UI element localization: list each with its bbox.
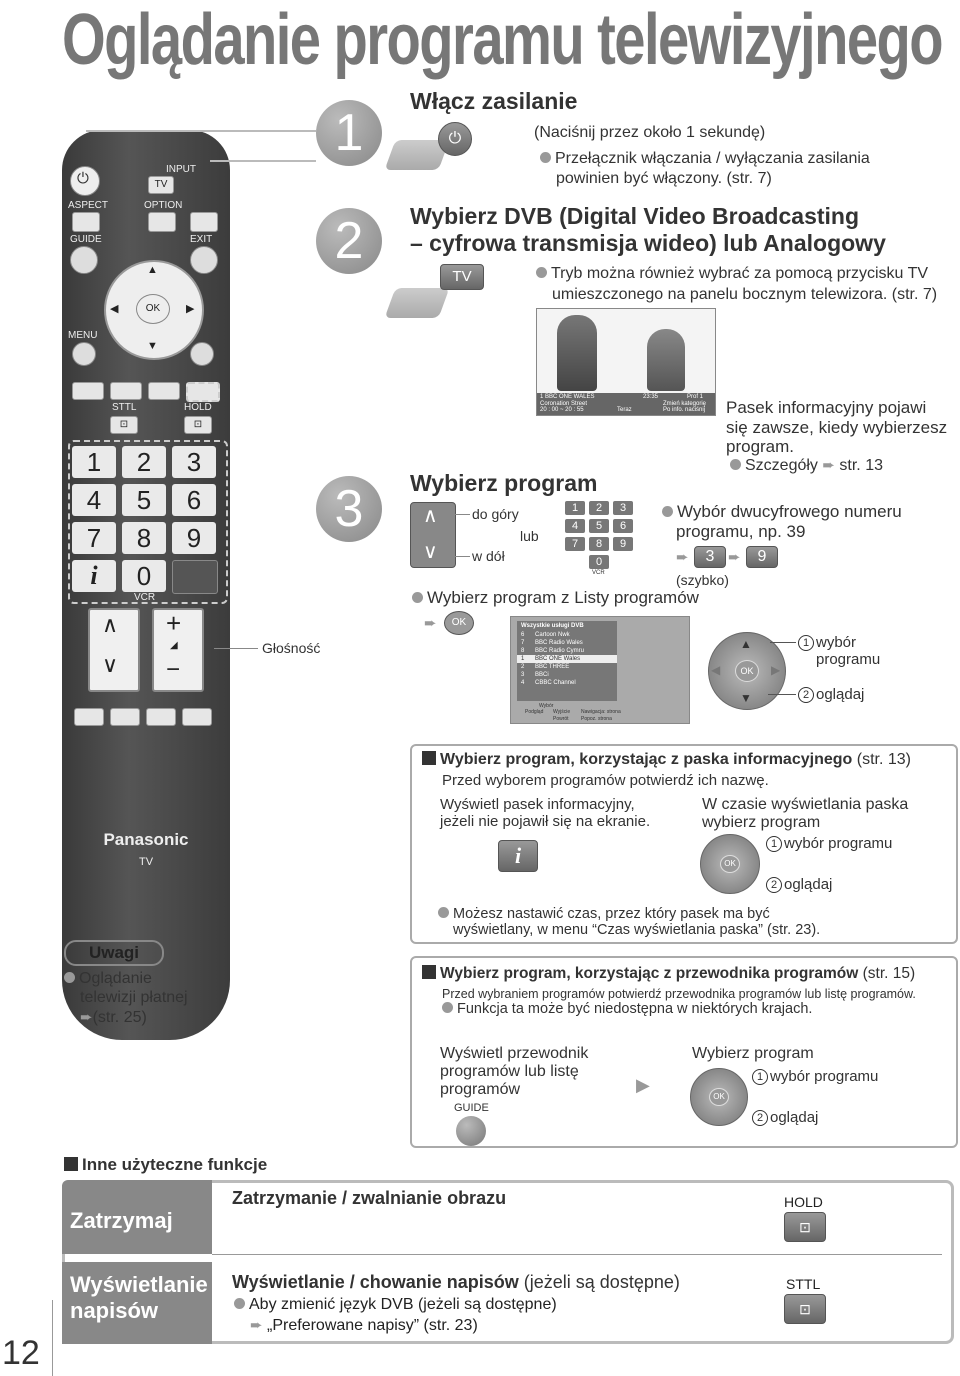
key-1: 1 (565, 501, 585, 515)
step-2-heading-1: Wybierz DVB (Digital Video Broadcasting (410, 203, 860, 229)
bullet-icon (64, 972, 75, 983)
infobar-desc-3: program. (726, 437, 795, 456)
example-key-3: 3 (694, 546, 726, 568)
av-button[interactable] (172, 560, 218, 594)
channel-name: CBBC Channel (535, 680, 576, 686)
bottom-button-1[interactable] (74, 708, 104, 726)
input-label: INPUT (166, 164, 196, 175)
ok-icon: OK (720, 855, 740, 873)
table-row[interactable] (517, 639, 617, 647)
arrow-left-icon: ◀ (711, 663, 721, 677)
key-1[interactable]: 1 (72, 446, 116, 478)
box-1-watch: 2 oglądaj (766, 876, 832, 893)
arrow-right-icon: ▶ (186, 303, 195, 315)
key-7: 7 (565, 537, 585, 551)
channel-up-icon: ∧ (102, 612, 119, 637)
channel-number: 4 (521, 680, 525, 686)
bottom-button-2[interactable] (110, 708, 140, 726)
color-button-green[interactable] (110, 382, 142, 400)
guide-label: GUIDE (454, 1102, 489, 1114)
box-2-left-3: programów (440, 1081, 521, 1098)
arrow-right-icon: ➨ (822, 457, 835, 474)
extra-button[interactable] (190, 212, 218, 232)
arrow-down-icon: ▼ (740, 691, 752, 705)
dual-digit-cont: programu, np. 39 (676, 522, 806, 541)
channel-up-icon: ∧ (423, 505, 438, 527)
callout-line (770, 642, 796, 643)
box-1-left-1: Wyświetl pasek informacyjny, (440, 796, 635, 813)
callout-line (768, 694, 796, 695)
box-2-left-1: Wyświetl przewodnik (440, 1045, 589, 1062)
power-button-illustration (438, 122, 472, 156)
bullet-icon (536, 267, 547, 278)
key-2: 2 (589, 501, 609, 515)
channel-name: BBC Radio Cymru (535, 648, 585, 654)
power-icon: ⏻ (448, 130, 462, 147)
box-1-right-2: wybierz program (702, 814, 821, 831)
volume-label: Głośność (262, 640, 321, 656)
details-link: Szczegóły ➨ str. 13 (730, 456, 883, 475)
subtitle-icon: ⊡ (799, 1301, 811, 1317)
arrow-right-icon: ▶ (636, 1075, 650, 1095)
key-9[interactable]: 9 (172, 522, 216, 554)
bottom-button-3[interactable] (146, 708, 176, 726)
channel-name: BBC ONE Wales (535, 656, 581, 662)
sttl-button[interactable]: ⊡ (110, 416, 138, 434)
navigation-pad-illustration (700, 834, 760, 894)
watch-callout: 2 oglądaj (798, 686, 864, 703)
connector-power (86, 130, 316, 132)
step-1-note: (Naciśnij przez około 1 sekundę) (534, 124, 766, 141)
example-key-9: 9 (746, 546, 778, 568)
arrow-right-icon: ➨ (676, 549, 689, 566)
menu-label: MENU (68, 330, 98, 341)
box-1-bullet-cont: wyświetlany, w menu “Czas wyświetlania paska” (str. 23). (453, 922, 821, 938)
page-number-divider (52, 1300, 53, 1376)
dual-digit-bullet: Wybór dwucyfrowego numeru (662, 502, 902, 522)
guide-button-illustration (456, 1116, 486, 1146)
arrow-right-icon: ➨ (728, 549, 741, 566)
channel-down-icon: ∨ (423, 541, 438, 563)
sttl-key-label: STTL (786, 1276, 821, 1292)
box-1-right-1: W czasie wyświetlania paska (702, 796, 909, 813)
infobar-desc-1: Pasek informacyjny pojawi (726, 398, 927, 417)
key-8: 8 (589, 537, 609, 551)
box-1-sub: Przed wyborem programów potwierdź ich nazwę. (442, 772, 769, 789)
key-2[interactable]: 2 (122, 446, 166, 478)
notes-line-1: Oglądanie (64, 970, 152, 988)
table-row[interactable] (517, 663, 617, 671)
guide-button[interactable] (70, 246, 98, 274)
square-bullet-icon (422, 965, 436, 979)
key-5[interactable]: 5 (122, 484, 166, 516)
aspect-button[interactable] (72, 212, 100, 232)
arrow-up-icon: ▲ (740, 637, 752, 651)
subtitles-row-label-1: Wyświetlanie (70, 1272, 208, 1297)
ok-arrow (424, 614, 437, 633)
key-5: 5 (589, 519, 609, 533)
channel-rocker-illustration (410, 502, 456, 568)
key-0: 0 (589, 555, 609, 569)
box-2-heading: Wybierz program, korzystając z przewodnika programów (str. 15) (422, 965, 915, 983)
info-bar-profile: Prof 1 (687, 394, 704, 400)
color-button-red[interactable] (72, 382, 104, 400)
hold-key-illustration (784, 1212, 826, 1242)
step-1-heading: Włącz zasilanie (410, 88, 578, 114)
step-1-bullet-cont: powinien być włączony. (str. 7) (556, 170, 772, 187)
key-9: 9 (613, 537, 633, 551)
aspect-label: ASPECT (68, 200, 109, 211)
notes-line-3: ➨(str. 25) (80, 1009, 147, 1026)
key-6[interactable]: 6 (172, 484, 216, 516)
square-bullet-icon (64, 1157, 78, 1171)
vcr-label: VCR (134, 592, 156, 603)
info-bar-clock: 23:35 (643, 394, 659, 400)
box-1-left-2: jeżeli nie pojawił się na ekranie. (440, 813, 651, 830)
key-3[interactable]: 3 (172, 446, 216, 478)
key-3: 3 (613, 501, 633, 515)
step-3-badge: 3 (316, 476, 382, 542)
notes-title: Uwagi (64, 940, 164, 966)
volume-down-icon: − (166, 656, 181, 683)
subtitles-row-title: Wyświetlanie / chowanie napisów (jeżeli są dostępne) (232, 1272, 680, 1292)
freeze-row-label: Zatrzymaj (70, 1208, 173, 1233)
bullet-icon (662, 506, 673, 517)
freeze-row-title: Zatrzymanie / zwalnianie obrazu (232, 1188, 507, 1208)
info-key-illustration: i (498, 840, 538, 872)
down-line (454, 556, 470, 557)
volume-icon: ◢ (170, 640, 178, 651)
table-row[interactable] (517, 671, 617, 679)
bullet-icon (234, 1298, 245, 1309)
box-2-watch: 2 oglądaj (752, 1109, 818, 1126)
arrow-left-icon: ◀ (110, 303, 119, 315)
box-2-select: 1 wybór programu (752, 1068, 878, 1085)
subtitles-row (62, 1256, 954, 1344)
arrow-up-icon: ▲ (147, 264, 158, 276)
hold-button[interactable]: ⊡ (184, 416, 212, 434)
connector-tv (210, 160, 316, 162)
channel-list-screen (510, 616, 690, 724)
table-row[interactable] (517, 655, 617, 663)
option-label: OPTION (144, 200, 183, 211)
freeze-row (62, 1180, 954, 1254)
ok-button[interactable]: OK (136, 294, 170, 324)
people-illustration (647, 329, 685, 391)
volume-rocker[interactable] (152, 608, 204, 692)
table-row[interactable] (517, 631, 617, 639)
tv-button-illustration: TV (440, 264, 484, 290)
down-label: w dół (472, 548, 505, 564)
info-bar-now: Teraz (617, 407, 632, 413)
return-button[interactable] (190, 342, 214, 366)
guide-label: GUIDE (70, 234, 102, 245)
example-arrow-1 (676, 548, 689, 567)
ok-icon: OK (709, 1088, 729, 1106)
channel-number: 3 (521, 672, 525, 678)
square-bullet-icon (422, 751, 436, 765)
volume-up-icon: + (166, 608, 182, 638)
hold-key-label: HOLD (784, 1194, 823, 1210)
subtitles-row-ref: ➨ „Preferowane napisy” (str. 23) (250, 1317, 478, 1334)
info-bar (537, 393, 715, 415)
box-2-bullet: Funkcja ta może być niedostępna w niektórych krajach. (442, 1001, 812, 1017)
bullet-icon (412, 592, 423, 603)
navigation-pad-illustration (708, 632, 786, 710)
channel-name: Cartoon Nwk (535, 632, 570, 638)
volume-callout-line (214, 648, 258, 649)
step-2-bullet: Tryb można również wybrać za pomocą przycisku TV (536, 265, 928, 283)
menu-button[interactable] (72, 342, 96, 366)
step-1-bullet: Przełącznik włączania / wyłączania zasilania (540, 150, 870, 168)
hold-icon: ⊡ (799, 1219, 811, 1235)
info-button[interactable]: i (72, 560, 116, 592)
key-8[interactable]: 8 (122, 522, 166, 554)
table-row[interactable] (517, 679, 617, 687)
channel-name: BBCi (535, 672, 549, 678)
remote-control (62, 130, 230, 1040)
example-arrow-2 (728, 548, 741, 567)
navigation-pad[interactable] (104, 260, 204, 360)
arrow-right-icon: ➨ (80, 1009, 93, 1026)
step-3-heading: Wybierz program (410, 470, 598, 496)
sttl-key-illustration (784, 1294, 826, 1324)
subtitles-row-bullet: Aby zmienić język DVB (jeżeli są dostępne) (234, 1296, 557, 1314)
power-button[interactable] (70, 166, 100, 196)
channel-number: 2 (521, 664, 525, 670)
bullet-icon (442, 1002, 453, 1013)
bullet-icon (540, 152, 551, 163)
footer-page: Popoz. strona (581, 716, 612, 722)
tv-button[interactable]: TV (148, 176, 174, 194)
footer-back: Powrót (553, 716, 569, 722)
option-button[interactable] (148, 212, 176, 232)
vcr-label: VCR (592, 570, 605, 576)
info-bar-program: Coronation Street (540, 401, 588, 407)
step-1-badge: 1 (316, 100, 382, 166)
page-title: Oglądanie programu telewizyjnego (62, 0, 943, 80)
key-6: 6 (613, 519, 633, 533)
step-2-bullet-cont: umieszczonego na panelu bocznym telewizora. (str. 7) (552, 286, 938, 303)
footer-exit: Wyjście (553, 709, 571, 715)
fast-label: (szybko) (676, 572, 729, 588)
channel-down-icon: ∨ (102, 652, 119, 677)
bottom-button-4[interactable] (182, 708, 212, 726)
sttl-label: STTL (112, 402, 137, 413)
box-2-arrow (636, 1075, 650, 1096)
color-button-blue[interactable] (186, 382, 220, 402)
channel-number: 7 (521, 640, 525, 646)
other-functions-heading: Inne użyteczne funkcje (64, 1155, 267, 1175)
or-label: lub (520, 528, 539, 544)
navigation-pad-illustration (690, 1068, 748, 1126)
key-4: 4 (565, 519, 585, 533)
box-1-select: 1 wybór programu (766, 835, 892, 852)
ok-icon: OK (735, 660, 759, 682)
arrow-right-icon: ➨ (424, 615, 437, 632)
brand-logo: Panasonic (103, 830, 189, 849)
arrow-right-icon: ▶ (771, 663, 781, 677)
up-label: do góry (472, 506, 519, 522)
channel-name: BBC Radio Wales (535, 640, 583, 646)
brand-sub: TV (138, 856, 154, 868)
footer-watch: Podgląd (525, 709, 544, 715)
footer-select: Wybór (539, 703, 554, 709)
power-icon: ⏻ (77, 170, 89, 187)
exit-button[interactable] (190, 246, 218, 274)
subtitles-row-label-2: napisów (70, 1298, 159, 1323)
step-2-badge: 2 (316, 208, 382, 274)
arrow-down-icon: ▼ (147, 340, 158, 352)
select-callout-cont: programu (816, 651, 881, 668)
page-number: 12 (2, 1334, 40, 1372)
row-divider (212, 1254, 942, 1255)
arrow-right-icon: ➨ (250, 1317, 263, 1334)
info-bar-more: Po info. naciśnij (663, 407, 706, 413)
channel-list-title: Wszystkie usługi DVB (521, 623, 584, 629)
info-bar-time: 20 : 00 ~ 20 : 55 (540, 407, 584, 413)
channel-list-footer (511, 703, 621, 723)
bullet-icon (438, 907, 449, 918)
infobar-desc-2: się zawsze, kiedy wybierzesz (726, 418, 948, 437)
hold-label: HOLD (184, 402, 212, 413)
channel-number: 1 (521, 656, 525, 662)
box-2-left-2: programów lub listę (440, 1063, 579, 1080)
info-bar-channel: 1 BBC ONE WALES (540, 394, 595, 400)
box-1-bullet: Możesz nastawić czas, przez który pasek ma być (438, 906, 770, 922)
tv-screen-infobar (536, 308, 716, 416)
channel-name: BBC THREE (535, 664, 570, 670)
bullet-icon (730, 459, 741, 470)
exit-label: EXIT (190, 234, 213, 245)
up-line (454, 514, 470, 515)
channel-number: 6 (521, 632, 525, 638)
step-2-heading-2: – cyfrowa transmisja wideo) lub Analogowy (410, 230, 886, 256)
key-4[interactable]: 4 (72, 484, 116, 516)
footer-sort: Nawigacja: strona (581, 709, 621, 715)
select-callout: 1 wybór (798, 634, 856, 651)
info-bar-category: Zmień kategorię (663, 401, 707, 407)
channel-list-panel (517, 621, 617, 701)
ok-button-illustration: OK (444, 611, 474, 635)
box-2-right-title: Wybierz program (692, 1045, 814, 1062)
list-bullet: Wybierz program z Listy programów (412, 588, 699, 608)
key-0[interactable]: 0 (122, 560, 166, 592)
channel-number: 8 (521, 648, 525, 654)
channel-rocker[interactable] (88, 608, 140, 692)
hand-pointer-icon (385, 288, 450, 318)
notes-line-2: telewizji płatnej (80, 989, 188, 1006)
key-7[interactable]: 7 (72, 522, 116, 554)
color-button-yellow[interactable] (148, 382, 180, 400)
box-1-heading: Wybierz program, korzystając z paska informacyjnego (str. 13) (422, 751, 911, 769)
table-row[interactable] (517, 647, 617, 655)
people-illustration (557, 315, 597, 391)
box-2-sub: Przed wybraniem programów potwierdź przewodnika programów lub listę programów. (442, 987, 916, 1001)
